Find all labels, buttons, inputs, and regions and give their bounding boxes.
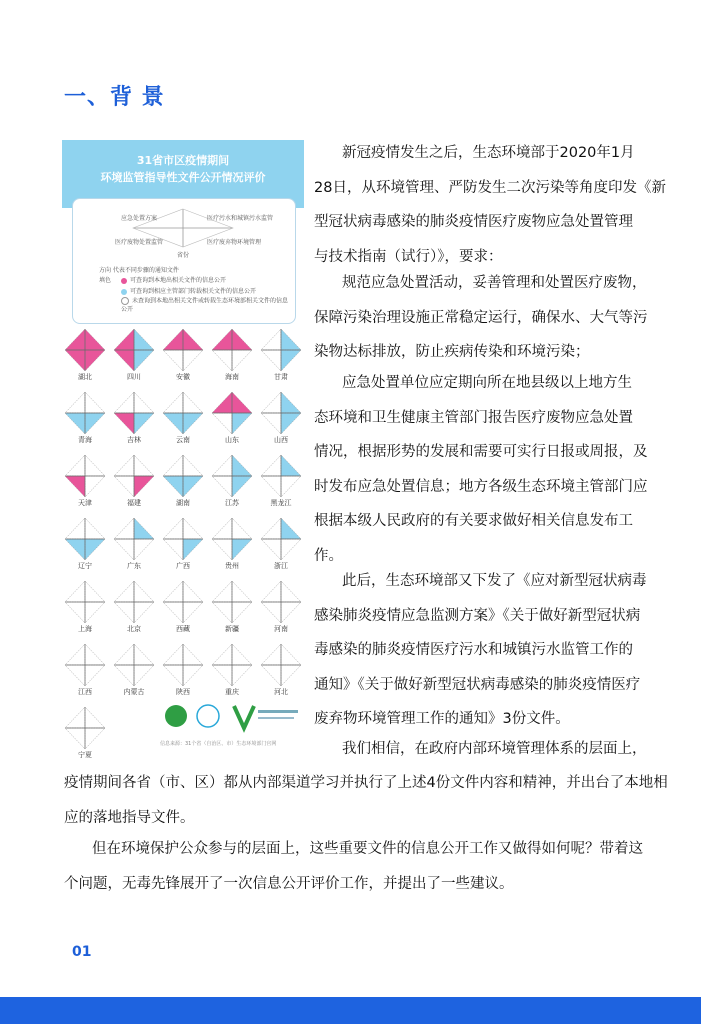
diamond-quadrant bbox=[134, 644, 154, 665]
cyan-dot-icon bbox=[121, 289, 127, 295]
diamond-quadrant bbox=[85, 329, 105, 350]
diamond-quadrant bbox=[65, 665, 85, 686]
province-name: 西藏 bbox=[176, 625, 190, 633]
province-name: 湖北 bbox=[78, 373, 92, 381]
province-diamond bbox=[113, 454, 155, 498]
legend-direction: 方向 代表不同步骤的通知文件 bbox=[99, 267, 179, 274]
province-evaluation-infographic bbox=[62, 140, 304, 759]
diamond-quadrant bbox=[183, 644, 203, 665]
diamond-quadrant bbox=[65, 518, 85, 539]
diamond-quadrant bbox=[65, 476, 85, 497]
diamond-quadrant bbox=[261, 329, 281, 350]
diamond-quadrant bbox=[212, 392, 232, 413]
diamond-quadrant bbox=[65, 644, 85, 665]
province-name: 青海 bbox=[78, 436, 92, 444]
diamond-quadrant bbox=[163, 665, 183, 686]
text-line: 新冠疫情发生之后，生态环境部于2020年1月 bbox=[342, 145, 635, 161]
diamond-quadrant bbox=[114, 665, 134, 686]
province-name: 海南 bbox=[225, 373, 239, 381]
diamond-quadrant bbox=[163, 329, 183, 350]
province-cell bbox=[160, 517, 206, 583]
diamond-quadrant bbox=[212, 665, 232, 686]
diamond-quadrant bbox=[232, 413, 252, 434]
province-cell bbox=[258, 454, 304, 520]
diamond-quadrant bbox=[65, 728, 85, 749]
diamond-quadrant bbox=[232, 644, 252, 665]
diamond-quadrant bbox=[281, 602, 301, 623]
province-cell bbox=[209, 517, 255, 583]
diamond-quadrant bbox=[232, 392, 252, 413]
diamond-quadrant bbox=[212, 329, 232, 350]
province-diamond bbox=[162, 454, 204, 498]
diamond-quadrant bbox=[163, 476, 183, 497]
diamond-quadrant bbox=[85, 350, 105, 371]
diamond-quadrant bbox=[281, 665, 301, 686]
diamond-quadrant bbox=[134, 350, 154, 371]
province-diamond bbox=[260, 643, 302, 687]
diamond-quadrant bbox=[134, 665, 154, 686]
diamond-quadrant bbox=[163, 539, 183, 560]
text-line: 与技术指南（试行）》，要求： bbox=[314, 248, 503, 265]
diamond-quadrant bbox=[65, 581, 85, 602]
text-line: 应急处置单位应定期向所在地县级以上地方生 bbox=[342, 375, 632, 391]
diamond-quadrant bbox=[281, 539, 301, 560]
province-diamond bbox=[113, 517, 155, 561]
legend-white bbox=[121, 297, 291, 314]
text-line: 但在环境保护公众参与的层面上，这些重要文件的信息公开工作又做得如何呢？带着这 bbox=[92, 841, 643, 857]
diamond-quadrant bbox=[85, 413, 105, 434]
province-name: 江苏 bbox=[225, 499, 239, 507]
diamond-quadrant bbox=[134, 392, 154, 413]
province-name: 浙江 bbox=[274, 562, 288, 570]
diamond-quadrant bbox=[134, 455, 154, 476]
province-name: 宁夏 bbox=[78, 751, 92, 759]
province-diamond bbox=[113, 328, 155, 372]
diamond-quadrant bbox=[281, 476, 301, 497]
province-diamond bbox=[113, 643, 155, 687]
diamond-quadrant bbox=[261, 392, 281, 413]
province-diamond bbox=[113, 580, 155, 624]
diamond-quadrant bbox=[281, 644, 301, 665]
page-number: 01 bbox=[72, 944, 92, 960]
province-diamond bbox=[211, 391, 253, 435]
diamond-quadrant bbox=[212, 350, 232, 371]
infographic-source: 信息来源：31个省（自治区、市）生态环境部门官网 bbox=[160, 741, 277, 747]
province-name: 上海 bbox=[78, 625, 92, 633]
paragraph-1 bbox=[314, 136, 666, 274]
province-diamond bbox=[260, 517, 302, 561]
province-cell bbox=[62, 706, 108, 772]
diamond-quadrant bbox=[65, 707, 85, 728]
province-cell bbox=[62, 391, 108, 457]
province-cell bbox=[209, 454, 255, 520]
legend-box bbox=[72, 198, 296, 324]
diamond-quadrant bbox=[183, 392, 203, 413]
province-name: 安徽 bbox=[176, 373, 190, 381]
diamond-quadrant bbox=[183, 518, 203, 539]
diamond-quadrant bbox=[261, 413, 281, 434]
province-name: 河北 bbox=[274, 688, 288, 696]
province-name: 天津 bbox=[78, 499, 92, 507]
diamond-quadrant bbox=[183, 413, 203, 434]
diamond-quadrant bbox=[163, 581, 183, 602]
province-name: 北京 bbox=[127, 625, 141, 633]
province-cell bbox=[209, 328, 255, 394]
province-name: 山东 bbox=[225, 436, 239, 444]
diamond-quadrant bbox=[65, 539, 85, 560]
diamond-quadrant bbox=[114, 539, 134, 560]
diamond-quadrant bbox=[212, 602, 232, 623]
province-cell bbox=[258, 391, 304, 457]
text-line: 型冠状病毒感染的肺炎疫情医疗废物应急处置管理 bbox=[314, 214, 633, 230]
province-cell bbox=[258, 328, 304, 394]
diamond-quadrant bbox=[232, 518, 252, 539]
diamond-quadrant bbox=[261, 350, 281, 371]
diamond-quadrant bbox=[85, 476, 105, 497]
diamond-quadrant bbox=[163, 455, 183, 476]
diamond-quadrant bbox=[261, 476, 281, 497]
text-line: 根据本级人民政府的有关要求做好相关信息发布工 bbox=[314, 513, 633, 529]
province-name: 黑龙江 bbox=[270, 499, 292, 507]
diamond-quadrant bbox=[85, 728, 105, 749]
diamond-quadrant bbox=[85, 518, 105, 539]
diamond-quadrant bbox=[65, 350, 85, 371]
diamond-quadrant bbox=[183, 350, 203, 371]
province-name: 广西 bbox=[176, 562, 190, 570]
diamond-quadrant bbox=[232, 350, 252, 371]
legend-fill-label: 填色 bbox=[99, 277, 112, 284]
diamond-quadrant bbox=[134, 518, 154, 539]
diamond-quadrant bbox=[114, 392, 134, 413]
province-cell bbox=[62, 643, 108, 709]
diamond-quadrant bbox=[65, 413, 85, 434]
province-cell bbox=[111, 454, 157, 520]
diamond-quadrant bbox=[232, 602, 252, 623]
province-name: 江西 bbox=[78, 688, 92, 696]
legend-white-text: 未查询到本地出相关文件或转载生态环境部相关文件的信息公开 bbox=[121, 297, 289, 313]
province-diamond bbox=[211, 454, 253, 498]
province-name: 云南 bbox=[176, 436, 190, 444]
province-cell bbox=[209, 391, 255, 457]
province-name: 吉林 bbox=[127, 436, 141, 444]
diamond-quadrant bbox=[261, 539, 281, 560]
axis-label-sewage: 医疗污水和城镇污水监管 bbox=[207, 215, 274, 222]
province-name: 山西 bbox=[274, 436, 288, 444]
diamond-quadrant bbox=[85, 665, 105, 686]
province-name: 广东 bbox=[127, 562, 141, 570]
legend-pink-text: 可查询到本地出相关文件的信息公开 bbox=[130, 277, 227, 284]
diamond-quadrant bbox=[261, 665, 281, 686]
province-cell bbox=[258, 580, 304, 646]
province-diamond bbox=[211, 328, 253, 372]
province-cell bbox=[62, 517, 108, 583]
paragraph-2 bbox=[314, 266, 648, 370]
diamond-quadrant bbox=[281, 518, 301, 539]
province-diamond bbox=[211, 643, 253, 687]
province-diamond bbox=[64, 517, 106, 561]
text-line: 个问题，无毒先锋展开了一次信息公开评价工作，并提出了一些建议。 bbox=[64, 875, 514, 892]
province-diamond bbox=[260, 580, 302, 624]
paragraph-4 bbox=[314, 564, 647, 737]
diamond-quadrant bbox=[134, 539, 154, 560]
province-cell bbox=[160, 580, 206, 646]
diamond-quadrant bbox=[65, 392, 85, 413]
province-name: 河南 bbox=[274, 625, 288, 633]
diamond-quadrant bbox=[114, 350, 134, 371]
text-line: 染物达标排放，防止疾病传染和环境污染； bbox=[314, 344, 590, 360]
text-line: 应的落地指导文件。 bbox=[64, 809, 195, 826]
diamond-quadrant bbox=[85, 455, 105, 476]
province-cell bbox=[62, 580, 108, 646]
diamond-quadrant bbox=[134, 413, 154, 434]
province-name: 贵州 bbox=[225, 562, 239, 570]
province-diamond bbox=[211, 580, 253, 624]
diamond-quadrant bbox=[212, 476, 232, 497]
legend-pink bbox=[121, 275, 226, 284]
infographic-title-line1: 31省市区疫情期间 bbox=[136, 154, 230, 167]
province-diamond bbox=[260, 391, 302, 435]
diamond-quadrant bbox=[85, 602, 105, 623]
text-line: 疫情期间各省（市、区）都从内部渠道学习并执行了上述4份文件内容和精神，并出台了本地相 bbox=[64, 775, 668, 791]
province-name: 内蒙古 bbox=[123, 688, 145, 696]
province-diamond bbox=[64, 328, 106, 372]
section-heading: 一、背 景 bbox=[64, 85, 165, 110]
diamond-quadrant bbox=[183, 665, 203, 686]
province-cell bbox=[209, 580, 255, 646]
province-diamond bbox=[260, 454, 302, 498]
diamond-quadrant bbox=[212, 518, 232, 539]
province-diamond bbox=[162, 517, 204, 561]
paragraph-5-rest bbox=[64, 766, 668, 835]
diamond-quadrant bbox=[134, 329, 154, 350]
province-diamond bbox=[162, 391, 204, 435]
axis-label-waste-management: 医疗废弃物环境管理 bbox=[207, 239, 262, 246]
diamond-quadrant bbox=[232, 455, 252, 476]
diamond-quadrant bbox=[232, 665, 252, 686]
province-name: 新疆 bbox=[225, 625, 239, 633]
text-line: 毒感染的肺炎疫情医疗污水和城镇污水监管工作的 bbox=[314, 642, 633, 658]
province-diamond bbox=[162, 580, 204, 624]
text-line: 时发布应急处置信息；地方各级生态环境主管部门应 bbox=[314, 478, 648, 495]
province-diamond bbox=[113, 391, 155, 435]
diamond-quadrant bbox=[65, 329, 85, 350]
province-name: 湖南 bbox=[176, 499, 190, 507]
text-line: 此后，生态环境部又下发了《应对新型冠状病毒 bbox=[342, 573, 647, 589]
diamond-quadrant bbox=[261, 602, 281, 623]
province-cell bbox=[258, 517, 304, 583]
diamond-quadrant bbox=[85, 644, 105, 665]
diamond-quadrant bbox=[65, 455, 85, 476]
axis-label-medical-waste: 医疗废物处置监管 bbox=[115, 239, 164, 246]
diamond-quadrant bbox=[261, 455, 281, 476]
diamond-quadrant bbox=[85, 581, 105, 602]
diamond-quadrant bbox=[261, 644, 281, 665]
province-cell bbox=[111, 328, 157, 394]
province-cell bbox=[62, 454, 108, 520]
province-cell bbox=[160, 391, 206, 457]
diamond-quadrant bbox=[212, 644, 232, 665]
infographic-title-line2: 环境监管指导性文件公开情况评价 bbox=[100, 171, 266, 184]
diamond-quadrant bbox=[163, 392, 183, 413]
diamond-quadrant bbox=[261, 581, 281, 602]
province-name: 福建 bbox=[127, 499, 141, 507]
diamond-quadrant bbox=[212, 455, 232, 476]
diamond-quadrant bbox=[163, 518, 183, 539]
diamond-quadrant bbox=[114, 602, 134, 623]
text-line: 情况，根据形势的发展和需要可实行日报或周报，及 bbox=[314, 444, 648, 460]
diamond-quadrant bbox=[114, 518, 134, 539]
diamond-quadrant bbox=[183, 602, 203, 623]
logos-graphic bbox=[160, 698, 304, 740]
diamond-quadrant bbox=[114, 413, 134, 434]
diamond-quadrant bbox=[232, 476, 252, 497]
text-line: 通知》《关于做好新型冠状病毒感染的肺炎疫情医疗 bbox=[314, 676, 641, 693]
diamond-quadrant bbox=[212, 413, 232, 434]
diamond-quadrant bbox=[183, 329, 203, 350]
diamond-quadrant bbox=[183, 539, 203, 560]
organization-logos bbox=[160, 698, 304, 740]
text-line: 作。 bbox=[314, 547, 343, 564]
paragraph-5-line1: 我们相信，在政府内部环境管理体系的层面上， bbox=[342, 741, 647, 757]
diamond-quadrant bbox=[85, 392, 105, 413]
province-diamond bbox=[260, 328, 302, 372]
diamond-quadrant bbox=[212, 539, 232, 560]
paragraph-3 bbox=[314, 366, 648, 573]
diamond-quadrant bbox=[183, 476, 203, 497]
diamond-quadrant bbox=[134, 476, 154, 497]
diamond-quadrant bbox=[114, 455, 134, 476]
diamond-quadrant bbox=[114, 644, 134, 665]
diamond-quadrant bbox=[212, 581, 232, 602]
pink-dot-icon bbox=[121, 278, 127, 284]
province-name: 甘肃 bbox=[274, 373, 288, 381]
province-diamond bbox=[64, 454, 106, 498]
province-cell bbox=[160, 454, 206, 520]
diamond-quadrant bbox=[163, 350, 183, 371]
diamond-quadrant bbox=[163, 413, 183, 434]
province-name: 重庆 bbox=[225, 688, 239, 696]
text-line: 规范应急处置活动，妥善管理和处置医疗废物， bbox=[342, 275, 647, 291]
province-diamond bbox=[64, 706, 106, 750]
province-cell bbox=[160, 328, 206, 394]
province-diamond bbox=[64, 391, 106, 435]
axis-label-emergency: 应急处置方案 bbox=[121, 215, 158, 222]
diamond-quadrant bbox=[114, 476, 134, 497]
diamond-quadrant bbox=[261, 518, 281, 539]
diamond-quadrant bbox=[163, 602, 183, 623]
province-cell bbox=[111, 391, 157, 457]
white-dot-icon bbox=[121, 297, 129, 305]
paragraph-6 bbox=[64, 832, 643, 901]
diamond-quadrant bbox=[232, 539, 252, 560]
diamond-quadrant bbox=[281, 581, 301, 602]
province-name: 辽宁 bbox=[78, 562, 92, 570]
province-cell bbox=[111, 517, 157, 583]
province-diamond bbox=[64, 580, 106, 624]
axis-label-province: 省份 bbox=[177, 252, 190, 259]
province-name: 四川 bbox=[127, 373, 141, 381]
text-line: 保障污染治理设施正常稳定运行，确保水、大气等污 bbox=[314, 309, 648, 326]
diamond-quadrant bbox=[85, 539, 105, 560]
province-cell bbox=[62, 328, 108, 394]
diamond-quadrant bbox=[134, 602, 154, 623]
text-line: 废弃物环境管理工作的通知》3份文件。 bbox=[314, 711, 570, 727]
text-line: 态环境和卫生健康主管部门报告医疗废物应急处置 bbox=[314, 409, 633, 426]
legend-cyan-text: 可查询到相应主管部门转载相关文件的信息公开 bbox=[130, 288, 257, 295]
diamond-quadrant bbox=[281, 350, 301, 371]
diamond-quadrant bbox=[281, 392, 301, 413]
diamond-quadrant bbox=[281, 455, 301, 476]
diamond-quadrant bbox=[114, 329, 134, 350]
diamond-quadrant bbox=[232, 581, 252, 602]
province-name: 陕西 bbox=[176, 688, 190, 696]
province-diamond bbox=[211, 517, 253, 561]
province-diamond bbox=[162, 328, 204, 372]
diamond-quadrant bbox=[183, 581, 203, 602]
diamond-quadrant bbox=[85, 707, 105, 728]
diamond-quadrant bbox=[114, 581, 134, 602]
text-line: 感染肺炎疫情应急监测方案》《关于做好新型冠状病 bbox=[314, 607, 641, 624]
province-cell bbox=[111, 580, 157, 646]
diamond-quadrant bbox=[232, 329, 252, 350]
diamond-quadrant bbox=[65, 602, 85, 623]
diamond-quadrant bbox=[183, 455, 203, 476]
province-cell bbox=[111, 643, 157, 709]
diamond-quadrant bbox=[281, 413, 301, 434]
legend-cyan bbox=[121, 286, 256, 295]
footer-bar bbox=[0, 997, 701, 1024]
diamond-quadrant bbox=[134, 581, 154, 602]
diamond-quadrant bbox=[163, 644, 183, 665]
province-diamond bbox=[162, 643, 204, 687]
province-diamond bbox=[64, 643, 106, 687]
text-line: 28日，从环境管理、严防发生二次污染等角度印发《新 bbox=[314, 179, 666, 196]
diamond-quadrant bbox=[281, 329, 301, 350]
